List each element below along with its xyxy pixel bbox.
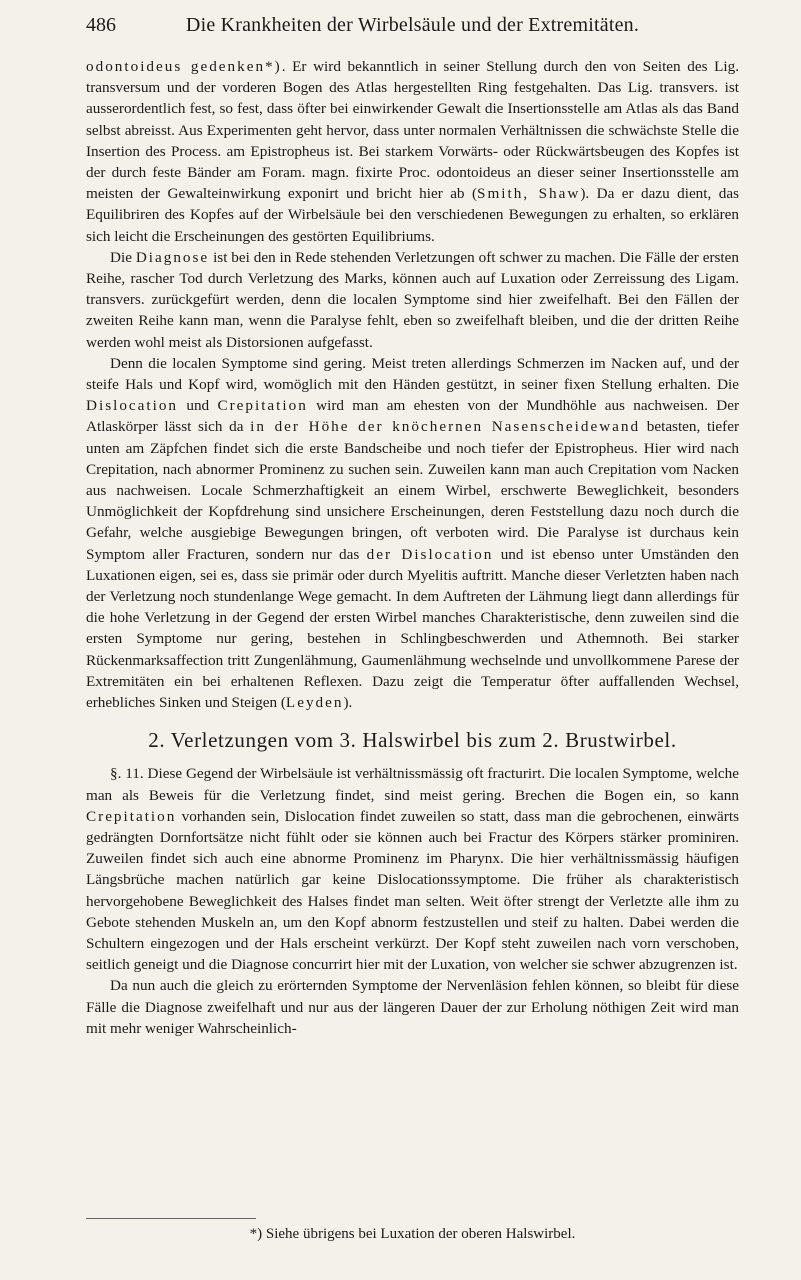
text-run: ). xyxy=(343,694,353,712)
text-run: betasten, tiefer unten am Zäpfchen findet sich die erste Bandscheibe und noch tiefer der Epistropheus. Hier wird nach Crepitation, nach abnormer Prominenz zu suchen sein. Zuweilen kann man auch Crepitation vom Nacken aus nachweisen. Locale Schmerzhaftigkeit an einem Wirbel, erschwerte Beweglichkeit, besonders Unmöglichkeit der Kopfdrehung sind unsichere Erscheinungen, deren Feststellung dazu noch durch die Gefahr, welche ausgiebige Bewegungen bringen, oft verboten wird. Die Paralyse ist durchaus kein Symptom aller Fracturen, sondern nur das xyxy=(86,418,740,563)
spaced-emphasis: in der Höhe der knöchernen Nasenscheidewand xyxy=(250,418,641,436)
page-number: 486 xyxy=(86,14,116,36)
spaced-emphasis: Crepitation xyxy=(217,397,308,415)
spaced-emphasis: Diagnose xyxy=(135,248,210,266)
spaced-emphasis: odontoideus gedenken*) xyxy=(86,58,282,75)
footnote: *) Siehe übrigens bei Luxation der oberen Halswirbel. xyxy=(249,1226,576,1242)
paragraph xyxy=(86,56,739,247)
spaced-emphasis: Leyden xyxy=(285,694,344,712)
spaced-emphasis: der Dislocation xyxy=(366,545,494,563)
text-run: . Er wird bekanntlich in seiner Stellung durch den von Seiten des Lig. transversum und der vorderen Bogen des Atlas hergestellten Ring festgehalten. Das Lig. transvers. ist ausserordentlich fest, so fest, dass öfter bei einwirkender Gewalt die Insertionsstelle am Atlas als das Band selbst abreisst. Aus Experimenten geht hervor, dass unter normalen Verhältnissen die schwächste Stelle die Insertion des Process. am Epistropheus ist. Bei starkem Vorwärts- oder Rückwärtsbeugen des Kopfes ist der durch feste Bänder am Foram. magn. fixirte Proc. odontoideus an dieser seiner Insertionsstelle am meisten der Gewalteinwirkung exponirt und bricht hier ab ( xyxy=(86,58,739,203)
spaced-emphasis: Smith, Shaw xyxy=(477,185,581,203)
text-run: ). Da er dazu dient, das Equilibriren des Kopfes auf der Wirbelsäule bei den verschiedenen Bewegungen zu erhalten, so erklären sich leicht die Erscheinungen des gestörten Equilibriums. xyxy=(86,185,739,245)
text-run: Denn die localen Symptome sind gering. Meist treten allerdings Schmerzen im Nacken auf, und der steife Hals und Kopf wird, womöglich mit den Händen gestützt, in seiner fixen Stellung erhalten. Die xyxy=(86,354,739,394)
paragraph xyxy=(86,247,739,353)
text-run: vorhanden sein, Dislocation findet zuweilen so statt, dass man die gebrochenen, einwärts gedrängten Dornfortsätze nicht fühlt oder sie können auch bei Fractur des Körpers stärker prominiren. Zuweilen findet sich auch eine abnorme Prominenz im Pharynx. Die hier verhältnissmässig häufigen Längsbrüche machen natürlich gar keine Dislocationssymptome. Die früher als charakteristisch hervorgehobene Beweglichkeit des Halses findet man selten. Weit öfter strengt der Verletzte alle ihm zu Gebote stehenden Muskeln an, um den Kopf abnorm festzustellen und steif zu halten. Dabei werden die Schultern eingezogen und der Hals erscheint verkürzt. Der Kopf steht zuweilen nach vorn verschoben, seitlich geneigt und die Diagnose concurrirt hier mit der Luxation, von welcher sie schwer abzugrenzen ist. xyxy=(86,807,739,974)
text-run: Die xyxy=(110,248,136,266)
paragraph xyxy=(86,975,739,1039)
spaced-emphasis: Dislocation xyxy=(86,397,179,415)
text-block-2 xyxy=(86,763,739,1039)
footnote-rule xyxy=(86,1218,256,1219)
text-run: und xyxy=(178,397,218,415)
text-run: §. 11. Diese Gegend der Wirbelsäule ist verhältnissmässig oft fracturirt. Die localen Symptome, welche man als Beweis für die Verletzung findet, sind meist gering. Brechen die Bogen ein, so kann xyxy=(86,765,739,804)
spaced-emphasis: Crepitation xyxy=(86,807,177,825)
text-run: ist bei den in Rede stehenden Verletzungen oft schwer zu machen. Die Fälle der ersten Reihe, rascher Tod durch Verletzung des Marks, können auch auf Luxation oder Zerreissung des Ligam. transvers. zurückgefürt werden, denn die localen Symptome sind hier zweifelhaft. Bei den Fällen der zweiten Reihe kann man, wenn die Paralyse fehlt, eben so zweifelhaft bleiben, und die der dritten Reihe werden wohl meist als Distorsionen aufgefasst. xyxy=(86,248,739,351)
page-body xyxy=(86,56,739,1039)
paragraph xyxy=(86,763,739,975)
text-run: und ist ebenso unter Umständen den Luxationen eigen, sei es, dass sie primär oder durch Myelitis auftritt. Manche dieser Verletzten haben nach der Verletzung noch stundenlange Wege gemacht. In dem Auftreten der Lähmung liegt dann allerdings für die hohe Verletzung in der Gegend der ersten Wirbel manches Charakteristische, denn zuweilen sind die ersten Symptome nur gering, bestehen in Schlingbeschwerden und Athemnoth. Bei starker Rückenmarksaffection tritt Zungenlähmung, Gaumenlähmung wechselnde und unvollkommene Parese der Extremitäten ein bei erhaltenen Reflexen. Dazu zeigt die Temperatur öfter auffallenden Wechsel, erhebliches Sinken und Steigen ( xyxy=(86,545,739,712)
text-block-1 xyxy=(86,56,739,713)
section-heading: 2. Verletzungen vom 3. Halswirbel bis zum 2. Brustwirbel. xyxy=(148,728,677,753)
text-run: Da nun auch die gleich zu erörternden Symptome der Nervenläsion fehlen können, so bleibt für diese Fälle die Diagnose zweifelhaft und nur aus der längeren Dauer der zur Erholung nöthigen Zeit wird man mit mehr weniger Wahrscheinlich- xyxy=(86,977,739,1037)
paragraph xyxy=(86,353,739,713)
page-header xyxy=(86,10,739,44)
running-title: Die Krankheiten der Wirbelsäule und der Extremitäten. xyxy=(185,14,640,36)
text-run: wird man am ehesten von der Mundhöhle aus nachweisen. Der Atlaskörper lässt sich da xyxy=(86,397,740,436)
